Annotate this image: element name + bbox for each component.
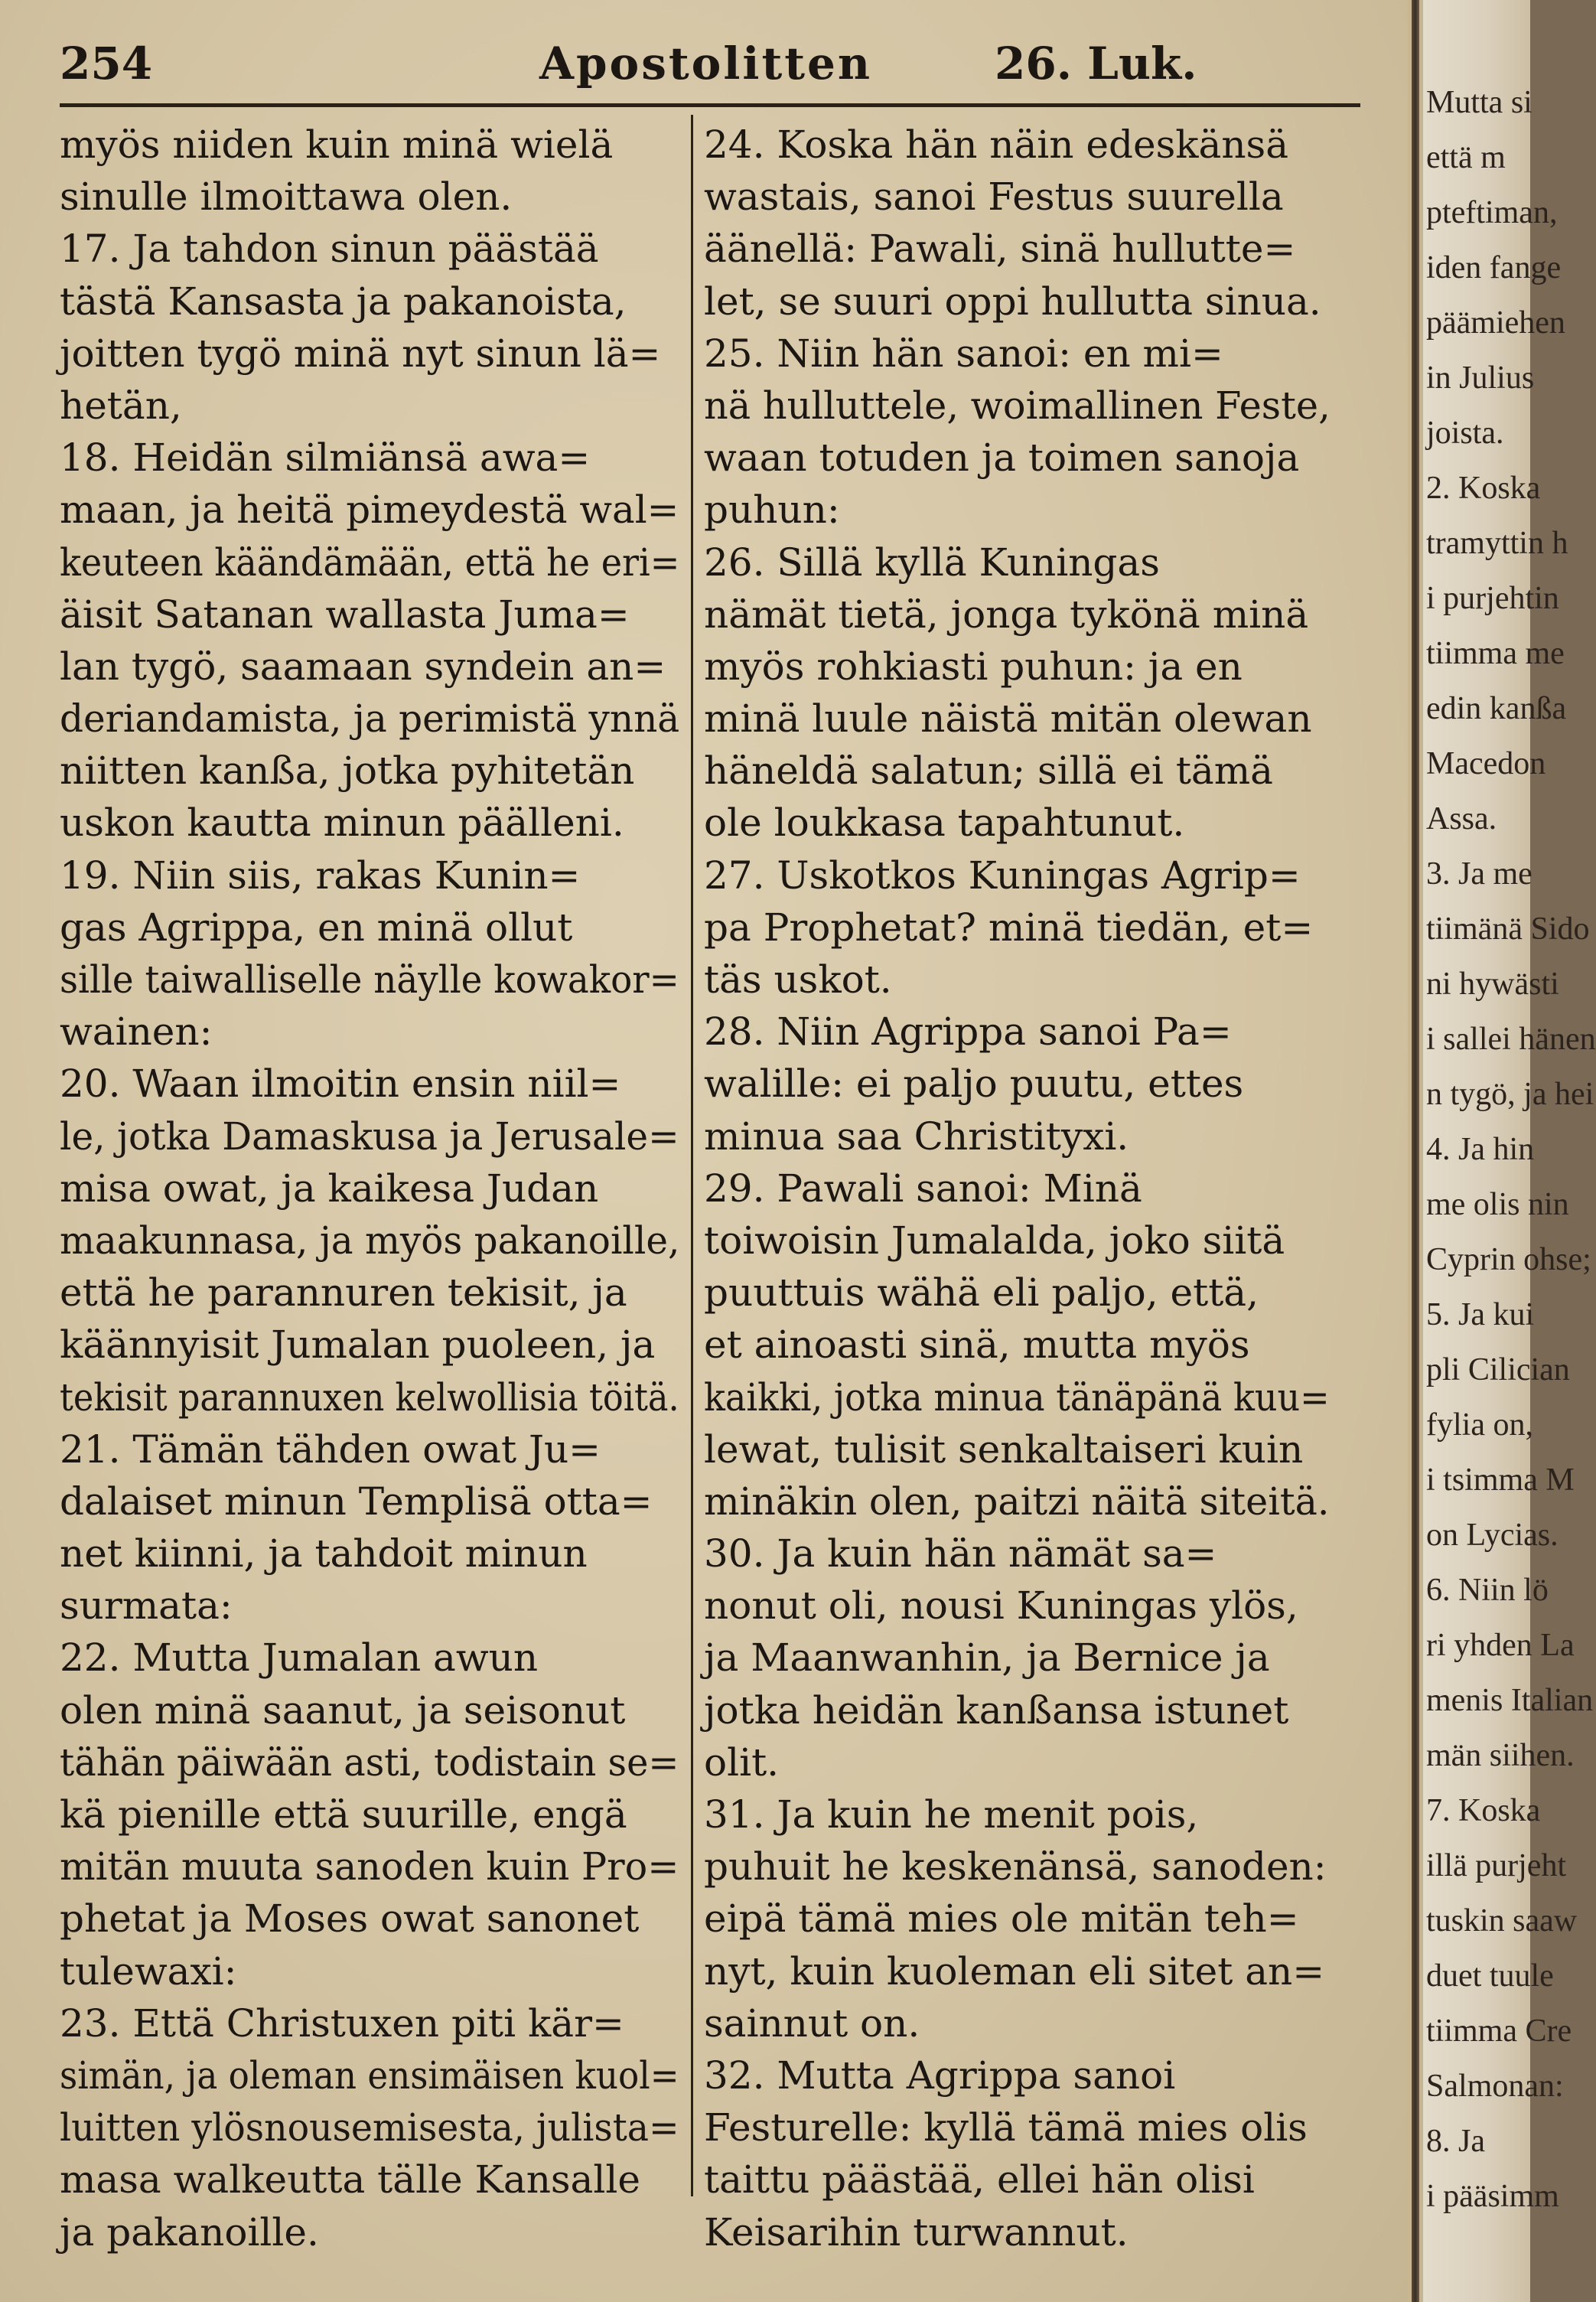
text-line: surmata: xyxy=(60,1583,233,1629)
text-line: jotka heidän kanßansa istunet xyxy=(704,1687,1289,1733)
text-line: Keisarihin turwannut. xyxy=(704,2209,1129,2255)
text-line: nämät tietä, jonga tykönä minä xyxy=(704,592,1309,637)
book-title: Apostolitten xyxy=(539,37,873,90)
text-line: wainen: xyxy=(60,1009,213,1055)
next-page-fragment: 8. Ja xyxy=(1426,2124,1485,2159)
next-page-fragment: päämiehen xyxy=(1426,305,1565,341)
text-line: äisit Satanan wallasta Juma= xyxy=(60,592,630,637)
next-page-fragment: i sallei hänen xyxy=(1426,1022,1596,1057)
text-line: puhuit he keskenänsä, sanoden: xyxy=(704,1844,1327,1890)
text-line: simän, ja oleman ensimäisen kuol= xyxy=(60,2053,679,2098)
chapter-label: 26. Luk. xyxy=(995,37,1197,90)
next-page-fragment: pli Cilician xyxy=(1426,1352,1570,1387)
text-line: 20. Waan ilmoitin ensin niil= xyxy=(60,1061,621,1107)
next-page-fragment: tuskin saaw xyxy=(1426,1903,1578,1938)
next-page-fragment: me olis nin xyxy=(1426,1187,1569,1222)
text-line: lan tygö, saamaan syndein an= xyxy=(60,644,666,689)
next-page-fragment: menis Italian xyxy=(1426,1683,1594,1718)
text-line: myös niiden kuin minä wielä xyxy=(60,122,614,167)
text-line: 22. Mutta Jumalan awun xyxy=(60,1635,539,1681)
text-line: puuttuis wähä eli paljo, että, xyxy=(704,1270,1259,1316)
next-page-fragment: 5. Ja kui xyxy=(1426,1297,1535,1332)
text-line: let, se suuri oppi hullutta sinua. xyxy=(704,279,1321,324)
text-line: minua saa Christityxi. xyxy=(704,1114,1129,1159)
text-line: et ainoasti sinä, mutta myös xyxy=(704,1322,1250,1368)
text-line: puhun: xyxy=(704,487,840,533)
next-page-fragment: i purjehtin xyxy=(1426,581,1559,616)
text-line: olit. xyxy=(704,1740,780,1785)
text-line: hetän, xyxy=(60,383,182,428)
text-line: olen minä saanut, ja seisonut xyxy=(60,1687,626,1733)
next-page-fragment: Macedon xyxy=(1426,746,1546,781)
text-line: tekisit parannuxen kelwollisia töitä. xyxy=(60,1374,679,1420)
text-line: masa walkeutta tälle Kansalle xyxy=(60,2157,640,2203)
page-number: 254 xyxy=(60,37,153,90)
next-page-fragment: iden fange xyxy=(1426,250,1562,285)
text-line: joitten tygö minä nyt sinun lä= xyxy=(60,331,661,376)
text-line: niitten kanßa, jotka pyhitetän xyxy=(60,748,635,794)
text-line: sainnut on. xyxy=(704,2000,920,2046)
text-line: le, jotka Damaskusa ja Jerusale= xyxy=(60,1114,679,1159)
text-line: täs uskot. xyxy=(704,957,892,1002)
next-page-fragment: 6. Niin lö xyxy=(1426,1573,1549,1608)
text-line: kä pienille että suurille, engä xyxy=(60,1792,627,1837)
text-line: net kiinni, ja tahdoit minun xyxy=(60,1531,588,1577)
text-line: äänellä: Pawali, sinä hullutte= xyxy=(704,227,1296,272)
next-page-fragment: 4. Ja hin xyxy=(1426,1132,1535,1167)
text-line: wastais, sanoi Festus suurella xyxy=(704,174,1284,220)
text-line: 31. Ja kuin he menit pois, xyxy=(704,1792,1199,1837)
next-page-fragment: tiimänä Sido xyxy=(1426,911,1590,947)
text-line: tähän päiwään asti, todistain se= xyxy=(60,1740,679,1785)
next-page-fragment: ri yhden La xyxy=(1426,1628,1575,1663)
text-line: nyt, kuin kuoleman eli sitet an= xyxy=(704,1948,1325,1994)
header-rule xyxy=(60,103,1360,107)
next-page-fragment: 3. Ja me xyxy=(1426,856,1532,892)
next-page-fragment: i pääsimm xyxy=(1426,2179,1559,2214)
text-line: kaikki, jotka minua tänäpänä kuu= xyxy=(704,1374,1330,1420)
text-line: mitän muuta sanoden kuin Pro= xyxy=(60,1844,679,1890)
next-page-fragment: Mutta si xyxy=(1426,85,1532,120)
next-page-fragment: ni hywästi xyxy=(1426,967,1559,1002)
text-line: minä luule näistä mitän olewan xyxy=(704,696,1312,742)
next-page-fragment: että m xyxy=(1426,140,1506,175)
text-line: dalaiset minun Templisä otta= xyxy=(60,1479,653,1524)
text-line: misa owat, ja kaikesa Judan xyxy=(60,1166,599,1211)
text-line: nonut oli, nousi Kuningas ylös, xyxy=(704,1583,1298,1629)
text-line: toiwoisin Jumalalda, joko siitä xyxy=(704,1218,1285,1263)
next-page-fragment: 2. Koska xyxy=(1426,471,1541,506)
text-line: luitten ylösnousemisesta, julista= xyxy=(60,2105,679,2150)
text-line: että he parannuren tekisit, ja xyxy=(60,1270,627,1316)
text-line: 21. Tämän tähden owat Ju= xyxy=(60,1427,601,1472)
text-line: uskon kautta minun päälleni. xyxy=(60,800,624,846)
text-line: ja Maanwanhin, ja Bernice ja xyxy=(704,1635,1270,1681)
text-line: ole loukkasa tapahtunut. xyxy=(704,800,1185,846)
text-line: walille: ei paljo puutu, ettes xyxy=(704,1061,1244,1107)
text-line: phetat ja Moses owat sanonet xyxy=(60,1896,640,1942)
next-page-fragment: pteftiman, xyxy=(1426,195,1558,230)
next-page-fragment: 7. Koska xyxy=(1426,1793,1541,1828)
next-page-fragment: Cyprin ohse; xyxy=(1426,1242,1591,1277)
next-page-fragment: in Julius xyxy=(1426,360,1535,396)
column-divider xyxy=(691,115,693,2196)
text-line: 27. Uskotkos Kuningas Agrip= xyxy=(704,853,1301,898)
text-line: tästä Kansasta ja pakanoista, xyxy=(60,279,627,324)
next-page-fragment: tramyttin h xyxy=(1426,526,1568,561)
text-line: 30. Ja kuin hän nämät sa= xyxy=(704,1531,1217,1577)
next-page-fragment: on Lycias. xyxy=(1426,1518,1559,1553)
text-line: sille taiwalliselle näylle kowakor= xyxy=(60,957,679,1002)
next-page-fragment: fylia on, xyxy=(1426,1407,1533,1443)
text-line: sinulle ilmoittawa olen. xyxy=(60,174,513,220)
text-line: minäkin olen, paitzi näitä siteitä. xyxy=(704,1479,1330,1524)
book-gutter xyxy=(1412,0,1419,2302)
text-line: nä hulluttele, woimallinen Feste, xyxy=(704,383,1331,428)
next-page-fragment: joista. xyxy=(1426,416,1504,451)
text-line: keuteen käändämään, että he eri= xyxy=(60,540,680,585)
text-line: gas Agrippa, en minä ollut xyxy=(60,905,573,950)
text-line: 32. Mutta Agrippa sanoi xyxy=(704,2053,1176,2098)
text-line: käännyisit Jumalan puoleen, ja xyxy=(60,1322,656,1368)
text-line: 17. Ja tahdon sinun päästää xyxy=(60,227,599,272)
text-line: häneldä salatun; sillä ei tämä xyxy=(704,748,1273,794)
next-page-fragment: män siihen. xyxy=(1426,1738,1575,1773)
next-page-fragment: illä purjeht xyxy=(1426,1848,1567,1883)
text-line: 29. Pawali sanoi: Minä xyxy=(704,1166,1142,1211)
next-page-fragment: tiimma me xyxy=(1426,636,1565,671)
text-line: tulewaxi: xyxy=(60,1948,237,1994)
next-page-fragment: n tygö, ja hei xyxy=(1426,1077,1594,1112)
text-line: waan totuden ja toimen sanoja xyxy=(704,435,1300,481)
text-line: 26. Sillä kyllä Kuningas xyxy=(704,540,1160,585)
text-line: 24. Koska hän näin edeskänsä xyxy=(704,122,1289,167)
next-page-fragment: edin kanßa xyxy=(1426,691,1567,726)
text-line: 19. Niin siis, rakas Kunin= xyxy=(60,853,581,898)
text-line: maan, ja heitä pimeydestä wal= xyxy=(60,487,679,533)
next-page-fragment: Assa. xyxy=(1426,801,1497,836)
text-line: Festurelle: kyllä tämä mies olis xyxy=(704,2105,1308,2150)
next-page-fragment: tiimma Cre xyxy=(1426,2013,1572,2049)
text-line: myös rohkiasti puhun: ja en xyxy=(704,644,1243,689)
text-line: 18. Heidän silmiänsä awa= xyxy=(60,435,591,481)
text-line: lewat, tulisit senkaltaiseri kuin xyxy=(704,1427,1304,1472)
text-line: 23. Että Christuxen piti kär= xyxy=(60,2000,624,2046)
next-page-fragment: i tsimma M xyxy=(1426,1462,1575,1498)
text-line: pa Prophetat? minä tiedän, et= xyxy=(704,905,1314,950)
text-line: maakunnasa, ja myös pakanoille, xyxy=(60,1218,680,1263)
text-line: 25. Niin hän sanoi: en mi= xyxy=(704,331,1223,376)
text-line: deriandamista, ja perimistä ynnä xyxy=(60,696,680,742)
right-column xyxy=(704,119,1330,2258)
next-page-edge xyxy=(1423,0,1596,2302)
text-line: ja pakanoille. xyxy=(60,2209,319,2255)
text-line: taittu päästää, ellei hän olisi xyxy=(704,2157,1255,2203)
next-page-fragment: duet tuule xyxy=(1426,1958,1554,1994)
text-line: 28. Niin Agrippa sanoi Pa= xyxy=(704,1009,1232,1055)
text-line: eipä tämä mies ole mitän teh= xyxy=(704,1896,1299,1942)
left-column xyxy=(60,119,679,2258)
next-page-fragment: Salmonan: xyxy=(1426,2069,1564,2104)
